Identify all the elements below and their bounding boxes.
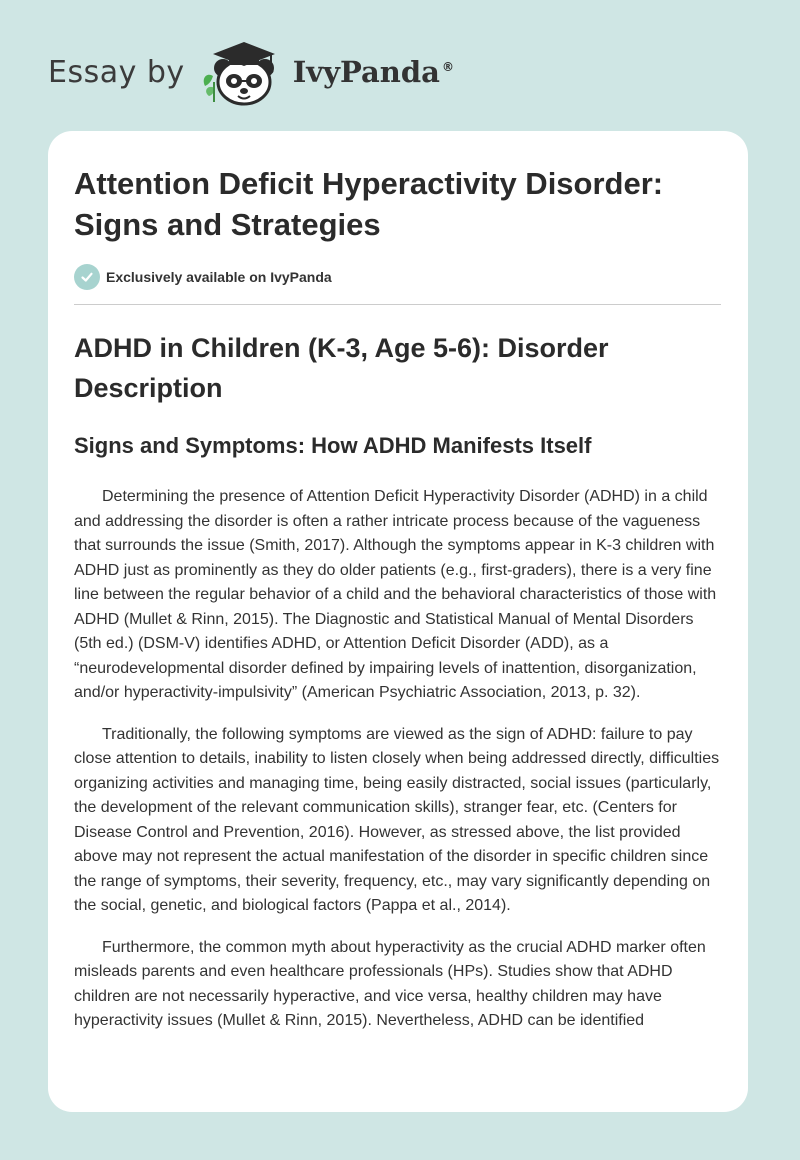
- brand-prefix: Essay by: [48, 54, 185, 90]
- essay-title-line-1: Attention Deficit Hyperactivity Disorder:: [74, 166, 664, 201]
- registered-mark: ®: [441, 60, 454, 75]
- paragraph-2: Traditionally, the following symptoms are viewed as the sign of ADHD: failure to pay close attention to details, inability to listen closely when being addressed directly, difficulties organizing activities and managing time, being easily distracted, social issues (particularly, the development of the relevant communication skills), stranger fear, etc. (Centers for Disease Control and Prevention, 2016). However, as stressed above, the list provided above may not represent the actual manifestation of the disorder in specific children since the range of symptoms, their severity, frequency, etc., may vary significantly depending on the social, genetic, and biological factors (Pappa et al., 2014).: [74, 725, 720, 914]
- paragraph-3: Furthermore, the common myth about hyperactivity as the crucial ADHD marker often misleads parents and even healthcare professionals (HPs). Studies show that ADHD children are not necessarily hyperactive, and vice versa, healthy children may have hyperactivity issues (Mullet & Rinn, 2015). Nevertheless, ADHD can be identified: [74, 938, 706, 1029]
- essay-title-line-2: Signs and Strategies: [74, 207, 381, 242]
- divider: [74, 304, 721, 305]
- panda-graduate-icon[interactable]: [199, 36, 289, 108]
- brand-name[interactable]: [293, 55, 454, 89]
- site-header: [48, 36, 454, 108]
- brand-name-text: IvyPanda: [292, 55, 440, 89]
- paragraph-1: Determining the presence of Attention Deficit Hyperactivity Disorder (ADHD) in a child and addressing the disorder is often a rather intricate process because of the vagueness that surrounds the issue (Smith, 2017). Although the symptoms appear in K-3 children with ADHD just as prominently as they do older patients (e.g., first-graders), there is a very fine line between the regular behavior of a child and the behavioral characteristics of those with ADHD (Mullet & Rinn, 2015). The Diagnostic and Statistical Manual of Mental Disorders (5th ed.) (DSM-V) identifies ADHD, or Attention Deficit Disorder (ADD), as a “neurodevelopmental disorder defined by impairing levels of inattention, disorganization, and/or hyperactivity-impulsivity” (American Psychiatric Association, 2013, p. 32).: [74, 488, 717, 701]
- exclusive-badge: [74, 264, 721, 290]
- exclusive-text: Exclusively available on IvyPanda: [106, 269, 332, 285]
- essay-title: [74, 163, 721, 245]
- subsection-heading: Signs and Symptoms: How ADHD Manifests Itself: [74, 433, 592, 458]
- section-heading: ADHD in Children (K-3, Age 5-6): Disorder Description: [74, 333, 609, 403]
- checkmark-icon: [74, 264, 100, 290]
- essay-card: [48, 131, 748, 1112]
